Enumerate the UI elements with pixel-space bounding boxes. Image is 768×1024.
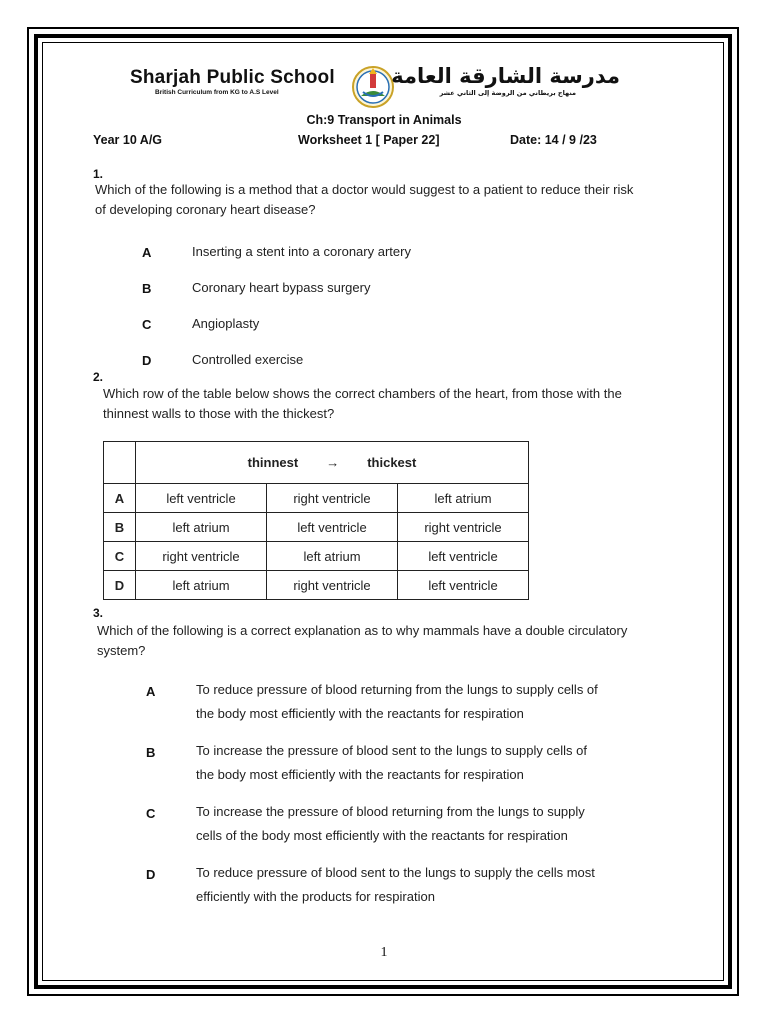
option-letter: C	[142, 317, 152, 332]
table-header-empty	[104, 442, 136, 484]
option-text: To increase the pressure of blood sent to the lungs to supply cells of the body most efficiently with the reactants for respiration	[196, 743, 587, 782]
row-letter: D	[104, 571, 136, 600]
table-cell: left atrium	[136, 513, 267, 542]
table-cell: left atrium	[398, 484, 529, 513]
table-row	[104, 484, 529, 513]
option-text: Coronary heart bypass surgery	[192, 280, 371, 295]
chapter-title: Ch:9 Transport in Animals	[306, 113, 462, 127]
heart-chambers-table	[103, 441, 529, 600]
table-header-cell	[136, 442, 529, 484]
table-cell: right ventricle	[267, 484, 398, 513]
row-letter: C	[104, 542, 136, 571]
row-letter: A	[104, 484, 136, 513]
option-text: To reduce pressure of blood sent to the lungs to supply the cells most efficiently with the products for respiration	[196, 865, 595, 904]
option-text: To reduce pressure of blood returning from the lungs to supply cells of the body most efficiently with the reactants for respiration	[196, 682, 598, 721]
school-name-english: Sharjah Public School	[130, 67, 335, 88]
row-letter: B	[104, 513, 136, 542]
option-letter: B	[146, 745, 156, 760]
question-3-text: Which of the following is a correct explanation as to why mammals have a double circulatory system?	[97, 623, 628, 658]
table-row	[104, 571, 529, 600]
table-cell: right ventricle	[136, 542, 267, 571]
table-cell: left atrium	[267, 542, 398, 571]
option-letter: D	[146, 867, 156, 882]
table-cell: right ventricle	[267, 571, 398, 600]
school-header-banner	[130, 64, 620, 110]
option-letter: C	[146, 806, 156, 821]
school-name-arabic: مدرسة الشارقة العامة	[391, 64, 620, 88]
table-cell: left ventricle	[398, 571, 529, 600]
question-2-number: 2.	[93, 370, 104, 384]
option-text: To increase the pressure of blood returning from the lungs to supply cells of the body most efficiently with the reactants for respiration	[196, 804, 585, 843]
arrow-right-icon: →	[326, 455, 340, 470]
school-subtitle-english: British Curriculum from KG to A.S Level	[155, 89, 279, 96]
table-row	[104, 542, 529, 571]
year-group: Year 10 A/G	[93, 133, 163, 147]
worksheet-label: Worksheet 1 [ Paper 22]	[298, 133, 440, 147]
question-1-number: 1.	[93, 167, 104, 181]
option-text: Controlled exercise	[192, 352, 304, 367]
table-cell: right ventricle	[398, 513, 529, 542]
question-1-text: Which of the following is a method that a doctor would suggest to a patient to reduce their risk of developing coronary heart disease?	[95, 182, 634, 217]
table-cell: left atrium	[136, 571, 267, 600]
page-number: 1	[380, 945, 388, 960]
table-cell: left ventricle	[136, 484, 267, 513]
option-letter: A	[146, 684, 156, 699]
table-cell: left ventricle	[267, 513, 398, 542]
question-3-number: 3.	[93, 606, 104, 620]
header-thickest: thickest	[367, 455, 417, 470]
question-2-text: Which row of the table below shows the correct chambers of the heart, from those with the thinnest walls to those with the thickest?	[103, 386, 622, 421]
school-subtitle-arabic: منهاج بريطاني من الروضة إلى الثاني عشر	[439, 89, 576, 97]
option-letter: D	[142, 353, 152, 368]
table-row	[104, 513, 529, 542]
option-letter: A	[142, 245, 152, 260]
option-text: Angioplasty	[192, 316, 260, 331]
header-thinnest: thinnest	[247, 455, 299, 470]
option-letter: B	[142, 281, 152, 296]
table-cell: left ventricle	[398, 542, 529, 571]
table-header-row	[104, 442, 529, 484]
option-text: Inserting a stent into a coronary artery	[192, 244, 411, 259]
date-label: Date: 14 / 9 /23	[510, 133, 597, 147]
